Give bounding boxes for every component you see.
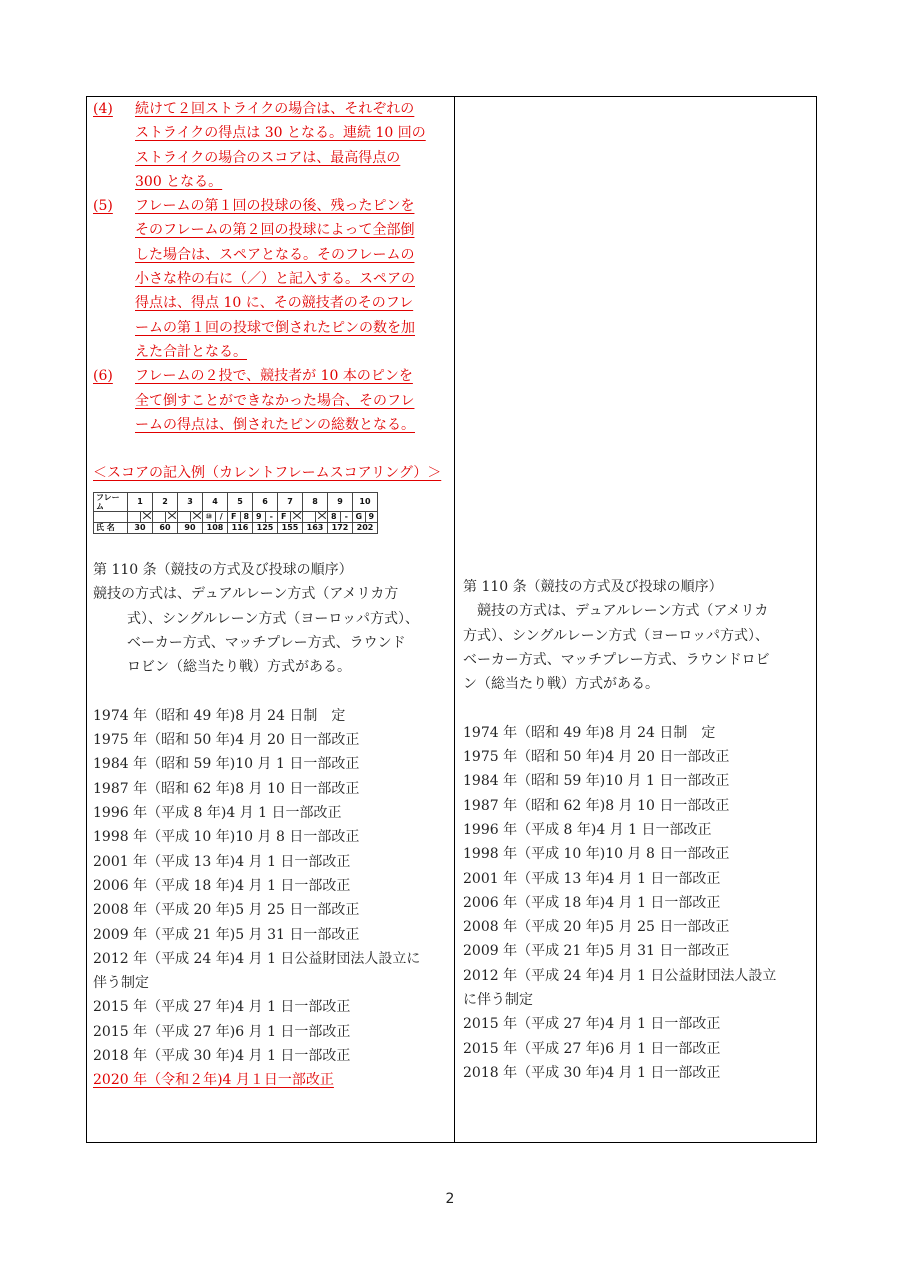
rule-line [135, 121, 449, 145]
score-frame-label: フレーム [94, 492, 128, 511]
score-frame-number: 10 [353, 492, 378, 511]
score-second-ball [140, 511, 153, 522]
rule-line-text: 300 となる。 [135, 173, 223, 190]
article-line: ン（総当たり戦）方式がある。 [463, 676, 659, 693]
history-entry: 1975 年（昭和 50 年)4 月 20 日一部改正 [93, 732, 360, 749]
rule-item [93, 364, 449, 437]
rule-line-text: した場合は、スペアとなる。そのフレームの [135, 246, 415, 263]
score-example-table [93, 492, 378, 534]
history-entry: 1984 年（昭和 59 年)10 月 1 日一部改正 [463, 773, 730, 790]
rule-line [135, 97, 449, 121]
left-column [93, 97, 449, 1093]
history-list [93, 704, 449, 1068]
history-entry: 1975 年（昭和 50 年)4 月 20 日一部改正 [463, 749, 730, 766]
score-total: 163 [303, 522, 328, 533]
score-example-title: ＜スコアの記入例（カレントフレームスコアリング）＞ [93, 465, 442, 482]
score-frame-number: 1 [128, 492, 153, 511]
score-name-label: 氏 名 [94, 522, 128, 533]
article-line: 式）、シングルレーン方式（ヨーロッパ方式）、 [127, 610, 420, 627]
strike-mark [192, 512, 201, 520]
score-total: 108 [203, 522, 228, 533]
history-new-entry: 2020 年（令和２年)4 月１日一部改正 [93, 1072, 334, 1089]
rule-line [135, 146, 449, 170]
score-second-ball [190, 511, 203, 522]
rule-line-text: 得点は、得点 10 に、その競技者のそのフレ [135, 295, 414, 312]
rule-line [135, 389, 449, 413]
rule-number: (6) [93, 368, 113, 385]
rule-line-text: 続けて２回ストライクの場合は、それぞれの [135, 101, 415, 117]
history-entry: 2008 年（平成 20 年)5 月 25 日一部改正 [463, 919, 730, 936]
rule-line-text: フレームの２投で、競技者が 10 本のピンを [135, 368, 413, 385]
history-list [463, 721, 813, 1085]
history-entry: 2012 年（平成 24 年)4 月 1 日公益財団法人設立に [93, 950, 421, 967]
score-first-ball [303, 511, 316, 522]
score-frame-row [94, 492, 378, 511]
article-body [93, 582, 449, 679]
history-entry: 1998 年（平成 10 年)10 月 8 日一部改正 [93, 829, 360, 846]
history-entry: 2008 年（平成 20 年)5 月 25 日一部改正 [93, 902, 360, 919]
score-blank [94, 511, 128, 522]
history-entry: 2015 年（平成 27 年)6 月 1 日一部改正 [93, 1023, 351, 1040]
strike-mark [142, 512, 151, 520]
history-entry: 2006 年（平成 18 年)4 月 1 日一部改正 [93, 877, 351, 894]
rule-line-text: 小さな枠の右に（／）と記入する。スペアの [135, 271, 415, 288]
right-column [463, 97, 813, 1085]
history-entry: 2009 年（平成 21 年)5 月 31 日一部改正 [463, 943, 730, 960]
score-first-ball: ⑩ [203, 511, 216, 522]
rule-line [135, 364, 449, 388]
history-entry: 1996 年（平成 8 年)4 月 1 日一部改正 [463, 821, 712, 838]
rule-number: (4) [93, 101, 113, 117]
score-first-ball [128, 511, 141, 522]
score-frame-number: 4 [203, 492, 228, 511]
history-entry: 2001 年（平成 13 年)4 月 1 日一部改正 [463, 870, 721, 887]
history-entry: 1987 年（昭和 62 年)8 月 10 日一部改正 [463, 797, 730, 814]
history-entry: 2001 年（平成 13 年)4 月 1 日一部改正 [93, 853, 351, 870]
history-entry: に伴う制定 [463, 992, 533, 1009]
page-number: 2 [445, 1191, 455, 1207]
score-second-ball: 9 [365, 511, 378, 522]
score-frame-number: 2 [153, 492, 178, 511]
history-entry: 2015 年（平成 27 年)6 月 1 日一部改正 [463, 1040, 721, 1057]
article-title: 第 110 条（競技の方式及び投球の順序） [463, 579, 723, 595]
score-frame-number: 8 [303, 492, 328, 511]
rule-line [135, 170, 449, 194]
score-first-ball [178, 511, 191, 522]
rule-line-text: そのフレームの第２回の投球によって全部倒 [135, 222, 415, 239]
strike-mark [292, 512, 301, 520]
strike-mark [317, 512, 326, 520]
history-entry: 2015 年（平成 27 年)4 月 1 日一部改正 [463, 1016, 721, 1033]
history-entry: 1987 年（昭和 62 年)8 月 10 日一部改正 [93, 780, 360, 797]
history-entry: 1974 年（昭和 49 年)8 月 24 日制 定 [93, 707, 346, 724]
score-first-ball: 9 [253, 511, 266, 522]
rule-line-text: ームの第１回の投球で倒されたピンの数を加 [135, 319, 415, 336]
score-first-ball: F [278, 511, 291, 522]
score-first-ball: G [353, 511, 366, 522]
score-second-ball [315, 511, 328, 522]
rule-line [135, 413, 449, 437]
rule-line [135, 218, 449, 242]
score-second-ball: 8 [240, 511, 253, 522]
score-total: 60 [153, 522, 178, 533]
article-line: ベーカー方式、マッチプレー方式、ラウンドロビ [463, 651, 770, 668]
rule-line-text: えた合計となる。 [135, 343, 247, 360]
score-frame-number: 7 [278, 492, 303, 511]
score-frame-number: 9 [328, 492, 353, 511]
article-line: 競技の方式は、デュアルレーン方式（アメリカ方 [93, 586, 399, 603]
article-body [463, 599, 813, 696]
score-total: 155 [278, 522, 303, 533]
article-line: ロビン（総当たり戦）方式がある。 [127, 659, 351, 676]
article-title: 第 110 条（競技の方式及び投球の順序） [93, 562, 353, 579]
score-total-row [94, 522, 378, 533]
rule-line-text: ストライクの場合のスコアは、最高得点の [135, 149, 401, 166]
rule-line [135, 267, 449, 291]
article-line: 方式）、シングルレーン方式（ヨーロッパ方式）、 [463, 627, 770, 644]
score-second-ball: - [340, 511, 353, 522]
rule-line-text: フレームの第１回の投球の後、残ったピンを [135, 198, 415, 215]
rule-line-text: 全て倒すことができなかった場合、そのフレ [135, 392, 415, 409]
rule-line-text: ストライクの得点は 30 となる。連続 10 回の [135, 125, 426, 142]
score-second-ball: / [215, 511, 228, 522]
score-first-ball: F [228, 511, 241, 522]
rule-line [135, 316, 449, 340]
history-entry: 1998 年（平成 10 年)10 月 8 日一部改正 [463, 846, 730, 863]
history-entry: 1996 年（平成 8 年)4 月 1 日一部改正 [93, 805, 342, 822]
rule-number: (5) [93, 198, 113, 215]
score-total: 125 [253, 522, 278, 533]
score-frame-number: 3 [178, 492, 203, 511]
history-entry: 2006 年（平成 18 年)4 月 1 日一部改正 [463, 894, 721, 911]
score-second-ball [165, 511, 178, 522]
score-total: 30 [128, 522, 153, 533]
history-entry: 2018 年（平成 30 年)4 月 1 日一部改正 [93, 1047, 351, 1064]
score-frame-number: 6 [253, 492, 278, 511]
history-entry: 2009 年（平成 21 年)5 月 31 日一部改正 [93, 926, 360, 943]
rule-line [135, 243, 449, 267]
history-entry: 1974 年（昭和 49 年)8 月 24 日制 定 [463, 724, 716, 741]
strike-mark [167, 512, 176, 520]
score-first-ball: 8 [328, 511, 341, 522]
score-second-ball: - [265, 511, 278, 522]
history-entry: 1984 年（昭和 59 年)10 月 1 日一部改正 [93, 756, 360, 773]
history-entry: 伴う制定 [93, 975, 149, 992]
history-entry: 2015 年（平成 27 年)4 月 1 日一部改正 [93, 999, 351, 1016]
rule-line [135, 340, 449, 364]
score-second-ball [290, 511, 303, 522]
score-total: 172 [328, 522, 353, 533]
score-total: 90 [178, 522, 203, 533]
rule-item [93, 97, 449, 194]
score-ball-row [94, 511, 378, 522]
score-frame-number: 5 [228, 492, 253, 511]
score-first-ball [153, 511, 166, 522]
article-line: 競技の方式は、デュアルレーン方式（アメリカ [477, 603, 769, 620]
rules-list [93, 97, 449, 437]
history-entry: 2018 年（平成 30 年)4 月 1 日一部改正 [463, 1064, 721, 1081]
column-divider [454, 97, 455, 1142]
score-total: 202 [353, 522, 378, 533]
history-entry: 2012 年（平成 24 年)4 月 1 日公益財団法人設立 [463, 967, 777, 984]
rule-line [135, 194, 449, 218]
rule-line-text: ームの得点は、倒されたピンの総数となる。 [135, 416, 415, 433]
article-line: ベーカー方式、マッチプレー方式、ラウンド [127, 634, 406, 651]
score-total: 116 [228, 522, 253, 533]
rule-item [93, 194, 449, 364]
comparison-table [86, 96, 817, 1143]
rule-line [135, 291, 449, 315]
